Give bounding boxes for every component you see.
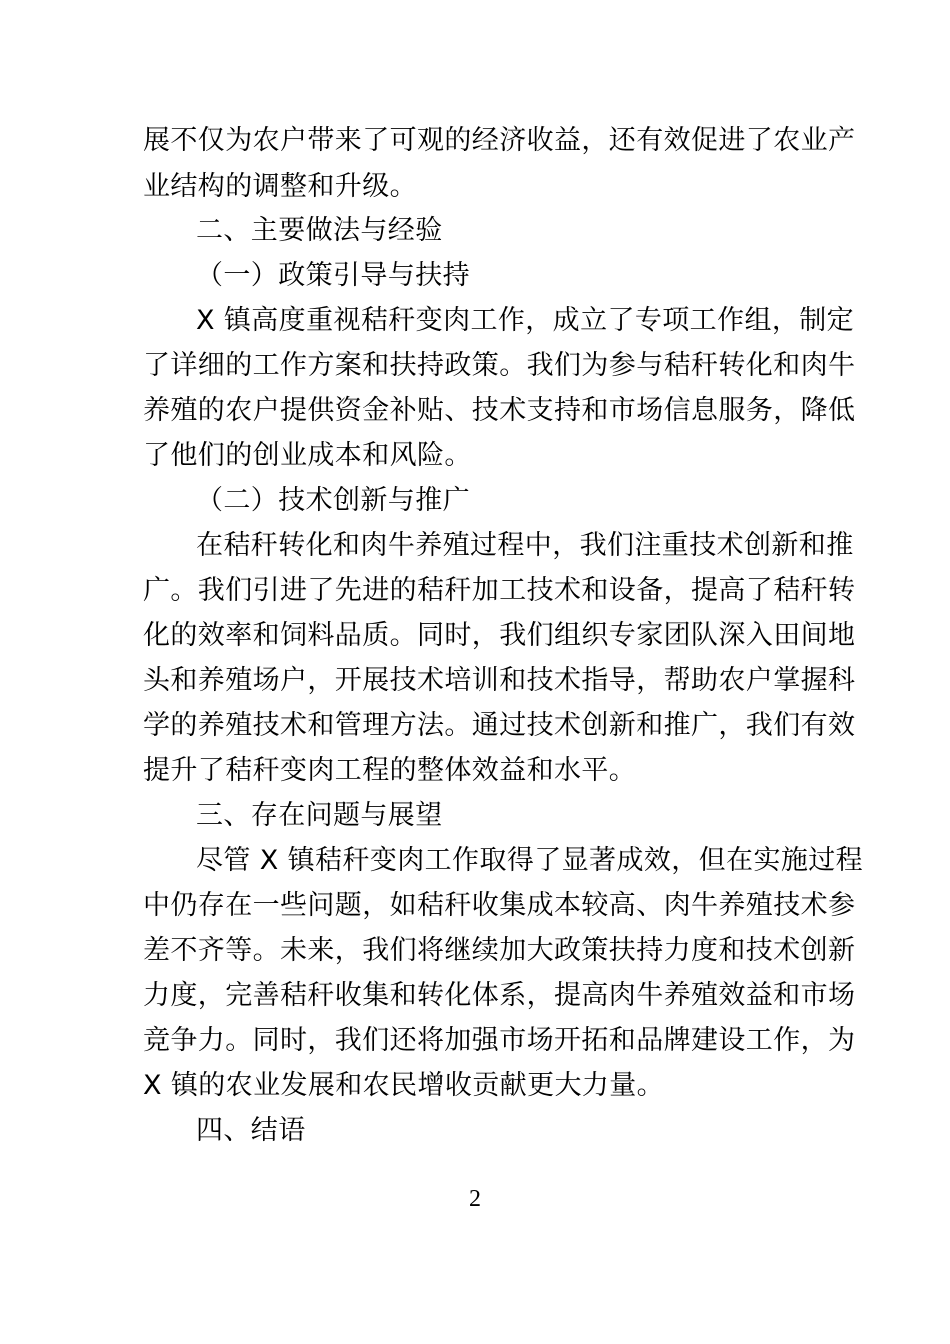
body-text-line: 了他们的创业成本和风险。 — [143, 440, 472, 471]
subsection-heading: （一）政策引导与扶持 — [196, 260, 470, 291]
body-text-line: 差不齐等。未来，我们将继续加大政策扶持力度和技术创新 — [143, 935, 856, 966]
body-text-line: 养殖的农户提供资金补贴、技术支持和市场信息服务，降低 — [143, 395, 856, 426]
page-number: 2 — [469, 1186, 481, 1212]
body-text-line: 在秸秆转化和肉牛养殖过程中，我们注重技术创新和推 — [196, 530, 854, 561]
body-text-line: X 镇高度重视秸秆变肉工作，成立了专项工作组，制定 — [196, 305, 855, 336]
body-text-line: 化的效率和饲料品质。同时，我们组织专家团队深入田间地 — [143, 620, 856, 651]
body-text-line: 学的养殖技术和管理方法。通过技术创新和推广，我们有效 — [143, 710, 856, 741]
body-text-line: 头和养殖场户，开展技术培训和技术指导，帮助农户掌握科 — [143, 665, 856, 696]
body-text-line: 竞争力。同时，我们还将加强市场开拓和品牌建设工作，为 — [143, 1025, 856, 1056]
body-text-line: 展不仅为农户带来了可观的经济收益，还有效促进了农业产 — [143, 125, 856, 156]
body-text-line: 广。我们引进了先进的秸秆加工技术和设备，提高了秸秆转 — [143, 575, 856, 606]
body-text-line: 尽管 X 镇秸秆变肉工作取得了显著成效，但在实施过程 — [196, 845, 864, 876]
body-text-line: 中仍存在一些问题，如秸秆收集成本较高、肉牛养殖技术参 — [143, 890, 856, 921]
body-text-line: X 镇的农业发展和农民增收贡献更大力量。 — [143, 1070, 665, 1101]
body-text-line: 力度，完善秸秆收集和转化体系，提高肉牛养殖效益和市场 — [143, 980, 856, 1011]
subsection-heading: （二）技术创新与推广 — [196, 485, 470, 516]
body-text-line: 了详细的工作方案和扶持政策。我们为参与秸秆转化和肉牛 — [143, 350, 856, 381]
section-heading: 三、存在问题与展望 — [196, 800, 443, 831]
section-heading: 二、主要做法与经验 — [196, 215, 443, 246]
section-heading: 四、结语 — [196, 1115, 306, 1146]
body-text-line: 提升了秸秆变肉工程的整体效益和水平。 — [143, 755, 637, 786]
body-text-line: 业结构的调整和升级。 — [143, 171, 417, 202]
